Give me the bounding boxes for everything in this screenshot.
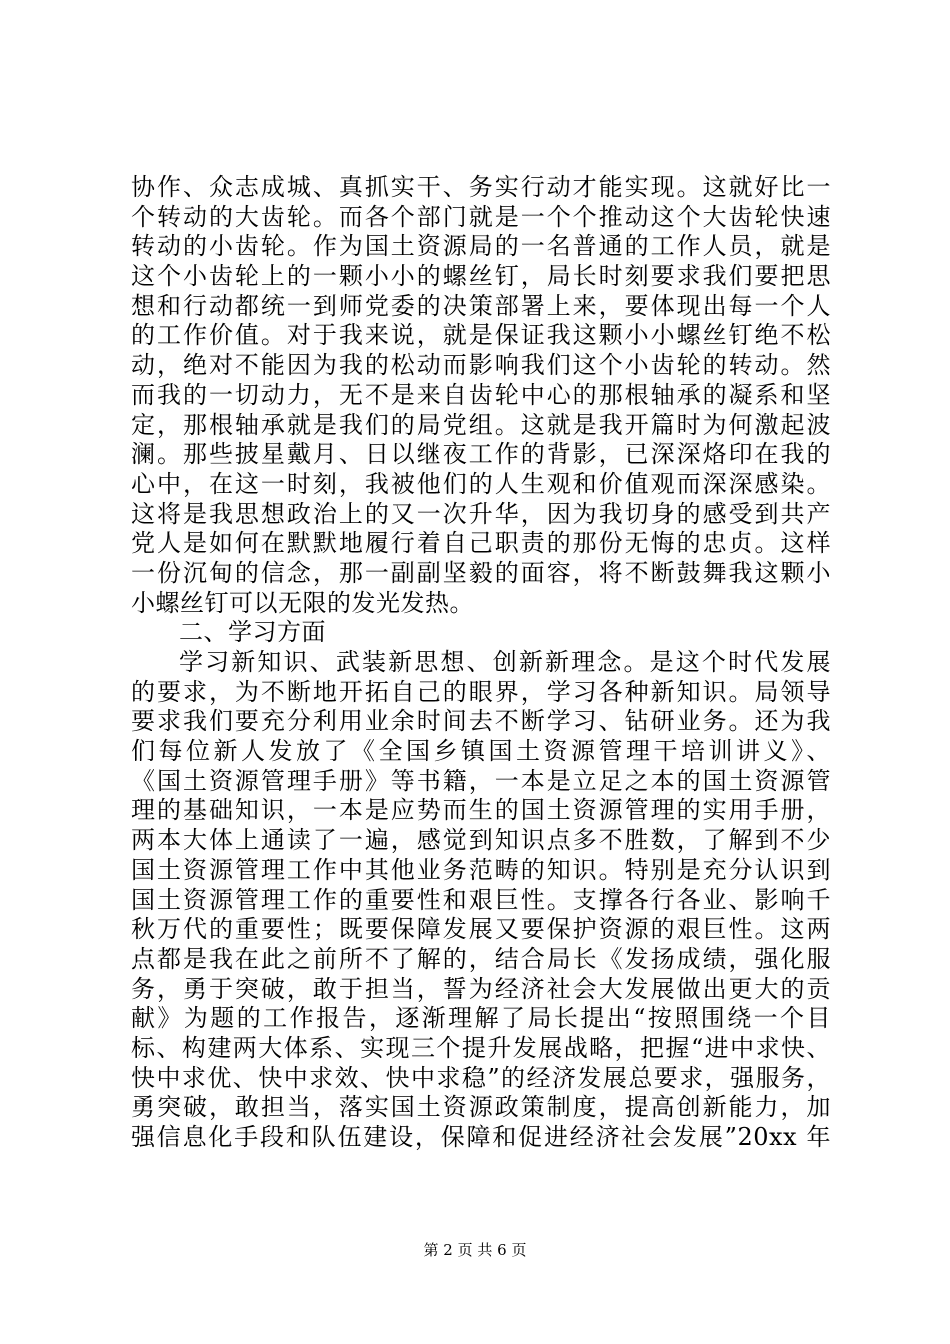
text-line: 《国土资源管理手册》等书籍，一本是立足之本的国土资源管	[131, 766, 831, 795]
text-line: 党人是如何在默默地履行着自己职责的那份无悔的忠贞。这样	[131, 529, 831, 558]
text-line: 协作、众志成城、真抓实干、务实行动才能实现。这就好比一	[131, 173, 831, 201]
document-body	[131, 173, 831, 1153]
text-line: 两本大体上通读了一遍，感觉到知识点多不胜数，了解到不少	[131, 826, 831, 855]
text-line: 国土资源管理工作的重要性和艰巨性。支撑各行各业、影响千	[131, 885, 831, 914]
text-line: 转动的小齿轮。作为国土资源局的一名普通的工作人员，就是	[131, 232, 831, 261]
text-line: 心中，在这一时刻，我被他们的人生观和价值观而深深感染。	[131, 469, 831, 498]
text-line: 澜。那些披星戴月、日以继夜工作的背影，已深深烙印在我的	[131, 440, 831, 469]
text-line: 而我的一切动力，无不是来自齿轮中心的那根轴承的凝系和坚	[131, 380, 831, 409]
section-heading: 二、学习方面	[179, 618, 326, 647]
text-line: 务，勇于突破，敢于担当，誓为经济社会大发展做出更大的贡	[131, 974, 831, 1003]
text-line: 定，那根轴承就是我们的局党组。这就是我开篇时为何激起波	[131, 410, 831, 439]
text-line: 标、构建两大体系、实现三个提升发展战略，把握“进中求快、	[131, 1033, 831, 1062]
page-number-footer: 第 2 页 共 6 页	[423, 1241, 527, 1259]
text-line: 国土资源管理工作中其他业务范畴的知识。特别是充分认识到	[131, 855, 831, 884]
text-line: 学习新知识、武装新思想、创新新理念。是这个时代发展	[179, 648, 831, 676]
text-line: 快中求优、快中求效、快中求稳”的经济发展总要求，强服务，	[131, 1063, 831, 1092]
text-line: 们每位新人发放了《全国乡镇国土资源管理干培训讲义》、	[131, 737, 831, 766]
text-line: 的工作价值。对于我来说，就是保证我这颗小小螺丝钉绝不松	[131, 321, 831, 350]
text-line: 的要求，为不断地开拓自己的眼界，学习各种新知识。局领导	[131, 677, 831, 706]
text-line: 这个小齿轮上的一颗小小的螺丝钉，局长时刻要求我们要把思	[131, 262, 831, 291]
text-line: 这将是我思想政治上的又一次升华，因为我切身的感受到共产	[131, 499, 831, 528]
text-line: 个转动的大齿轮。而各个部门就是一个个推动这个大齿轮快速	[131, 202, 831, 231]
text-line: 强信息化手段和队伍建设，保障和促进经济社会发展”20xx 年	[131, 1123, 831, 1151]
text-line: 要求我们要充分利用业余时间去不断学习、钻研业务。还为我	[131, 707, 831, 736]
text-line: 勇突破，敢担当，落实国土资源政策制度，提高创新能力，加	[131, 1093, 831, 1122]
text-line: 秋万代的重要性；既要保障发展又要保护资源的艰巨性。这两	[131, 915, 831, 944]
text-line: 理的基础知识，一本是应势而生的国土资源管理的实用手册，	[131, 796, 831, 825]
text-line: 小螺丝钉可以无限的发光发热。	[131, 588, 474, 617]
text-line: 想和行动都统一到师党委的决策部署上来，要体现出每一个人	[131, 291, 831, 320]
text-line: 一份沉甸的信念，那一副副坚毅的面容，将不断鼓舞我这颗小	[131, 558, 831, 587]
text-line: 动，绝对不能因为我的松动而影响我们这个小齿轮的转动。然	[131, 351, 831, 380]
text-line: 点都是我在此之前所不了解的，结合局长《发扬成绩，强化服	[131, 944, 831, 973]
text-line: 献》为题的工作报告，逐渐理解了局长提出“按照围绕一个目	[131, 1004, 831, 1033]
